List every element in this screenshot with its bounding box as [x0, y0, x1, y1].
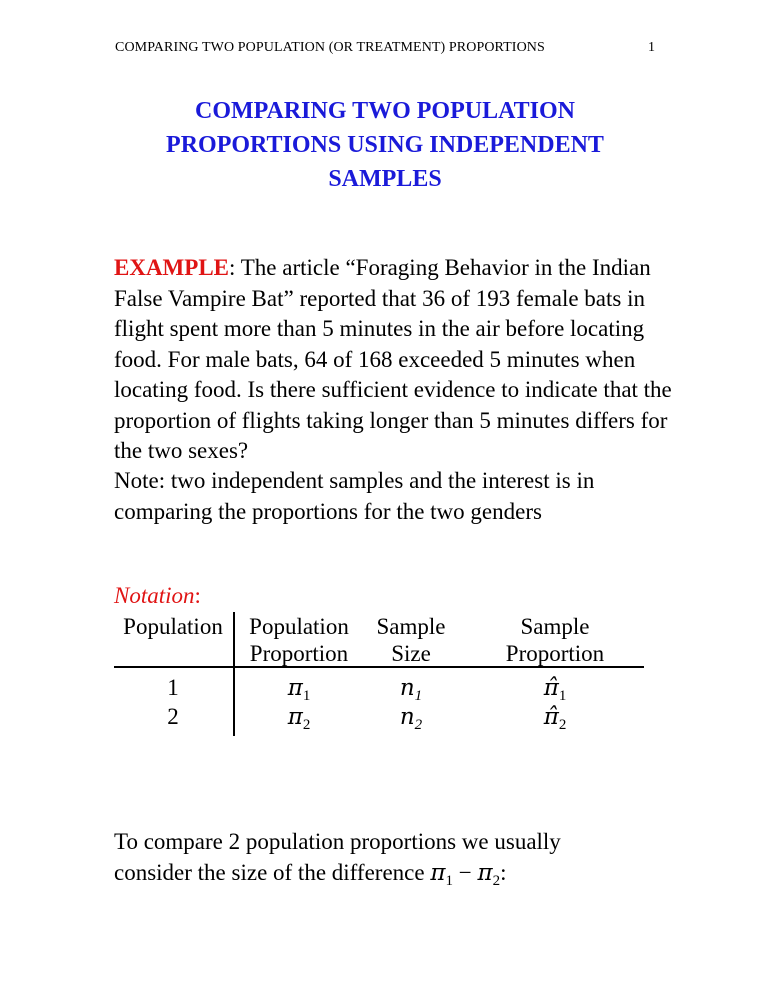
- notation-colon: :: [194, 583, 201, 608]
- table-vertical-rule: [233, 612, 235, 736]
- table-horizontal-rule: [114, 666, 644, 668]
- title-line-1: COMPARING TWO POPULATION: [194, 98, 575, 124]
- header-population-proportion-2: Proportion: [249, 641, 349, 666]
- example-text: : The article “Foraging Behavior in the Indian False Vampire Bat” reported that 36 of 193 female bats in flight spent more than 5 minutes in the air before locating food. For male bats, 64 of 168 exceeded 5 minutes when locating food. Is there sufficient evidence to indicate that the proportion of flights taking longer than 5 minutes differs for the two sexes?: [114, 255, 672, 463]
- row-2-pi: $\pi_2$: [287, 704, 311, 733]
- page-title: [90, 94, 680, 196]
- header-sample-size-1: Sample: [376, 614, 446, 639]
- note-paragraph: Note: two independent samples and the interest is in comparing the proportions for the two genders: [114, 468, 595, 524]
- closing-line-2: consider the size of the difference $\pi_1 - \pi_2$:: [114, 859, 507, 889]
- row-1-pi-hat: $\pî_1$: [543, 675, 567, 704]
- header-sample-size-2: Size: [391, 641, 431, 666]
- header-population: Population: [123, 614, 223, 639]
- header-sample-proportion-1: Sample: [520, 614, 590, 639]
- row-2-pi-hat: $\pî_2$: [543, 704, 567, 733]
- row-1-n: $n_1$: [399, 675, 423, 704]
- page-number: 1: [648, 40, 655, 55]
- row-1-population: 1: [167, 675, 179, 700]
- example-label: EXAMPLE: [114, 255, 229, 280]
- row-2-population: 2: [167, 704, 179, 729]
- row-1-pi: $\pi_1$: [287, 675, 311, 704]
- row-2-n: $n_2$: [399, 704, 423, 733]
- running-header: COMPARING TWO POPULATION (OR TREATMENT) PROPORTIONS: [115, 40, 545, 55]
- title-line-3: SAMPLES: [328, 166, 442, 192]
- notation-label: Notation: [114, 583, 195, 608]
- notation-heading: [114, 583, 201, 609]
- example-paragraph: [114, 253, 674, 467]
- title-line-2: PROPORTIONS USING INDEPENDENT: [166, 132, 604, 158]
- closing-line-1: To compare 2 population proportions we usually: [114, 829, 561, 854]
- header-sample-proportion-2: Proportion: [505, 641, 605, 666]
- header-population-proportion-1: Population: [249, 614, 349, 639]
- closing-paragraph: [114, 827, 674, 896]
